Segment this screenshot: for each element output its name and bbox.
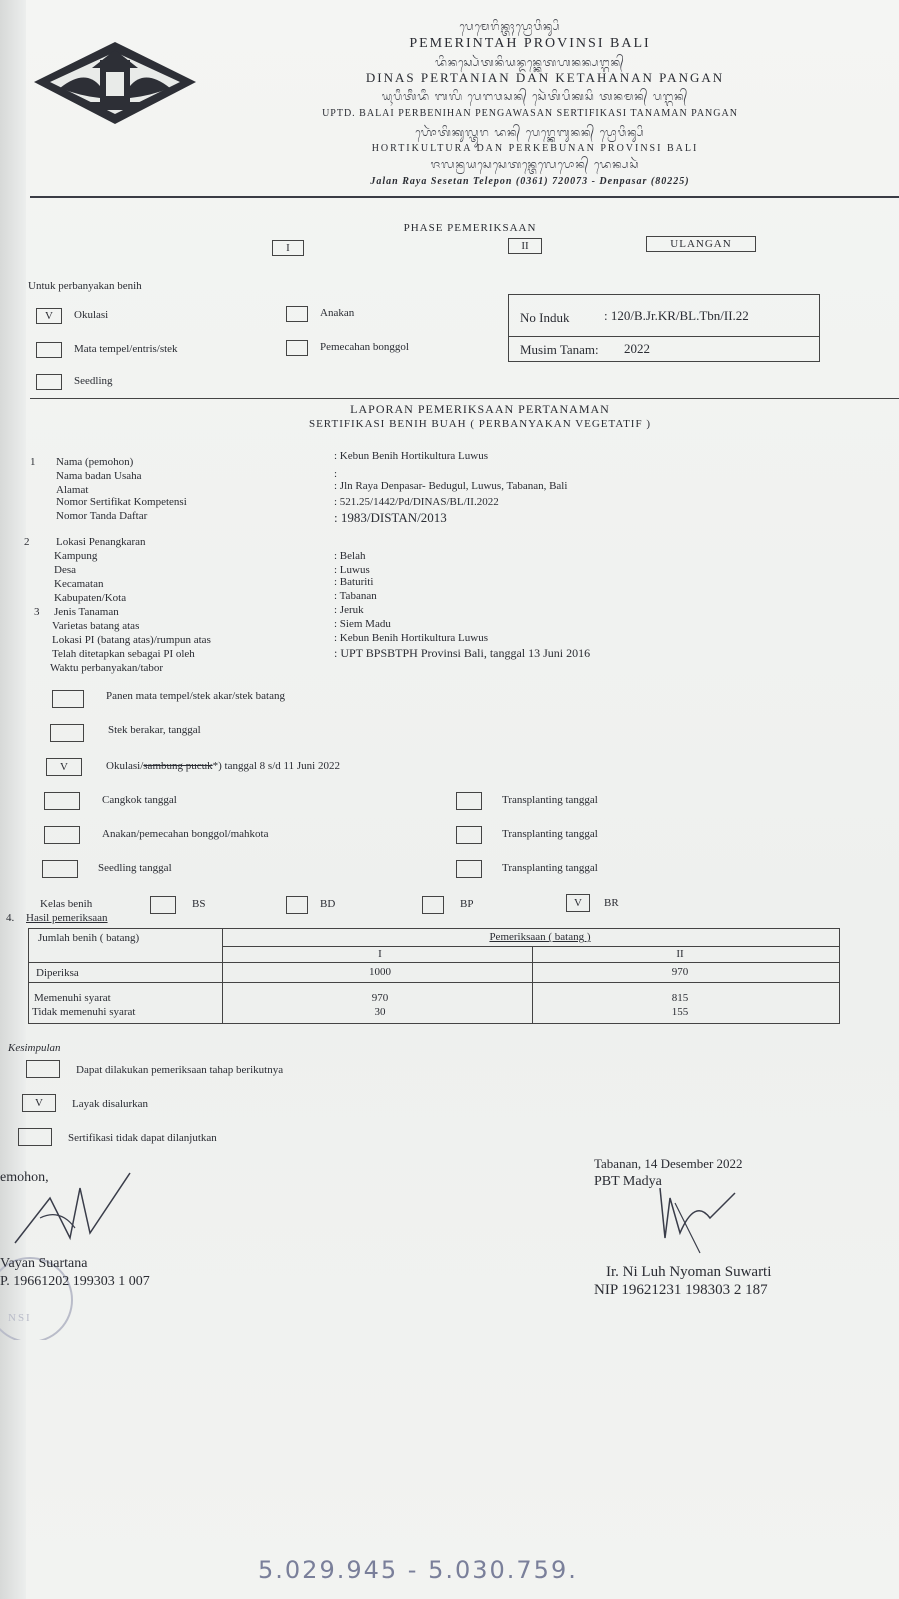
page-edge-shadow <box>0 0 26 1599</box>
kesimpulan-opt3-label: Sertifikasi tidak dapat dilanjutkan <box>68 1132 217 1144</box>
hasil-row-diperiksa-v2: 970 <box>671 966 689 978</box>
mata-tempel-label: Mata tempel/entris/stek <box>74 343 178 355</box>
hasil-row-memenuhi-label: Memenuhi syarat <box>34 992 111 1004</box>
kesimpulan-opt3-checkbox <box>18 1128 52 1146</box>
hasil-col-pemeriksaan: Pemeriksaan ( batang ) <box>489 931 591 943</box>
left-signer-role: emohon, <box>0 1170 49 1185</box>
anakan-date-checkbox <box>44 826 80 844</box>
hasil-table-subheader-rule <box>28 962 840 963</box>
header-balinese-line-1: ᬧᬾᬫᬾᬭᬶᬦ᭄ᬢᬄᬧ᭄ᬭᭀᬯᬶᬦ᭄ᬲᬶ <box>459 20 561 33</box>
okulasi-date-suffix: *) tanggal 8 s/d 11 Juni 2022 <box>212 760 340 772</box>
nama-badan-label: Nama badan Usaha <box>56 470 142 482</box>
kecamatan-value: : Baturiti <box>334 576 374 588</box>
stek-checkbox <box>50 724 84 742</box>
kesimpulan-opt1-checkbox <box>26 1060 60 1078</box>
transplanting-3-label: Transplanting tanggal <box>502 862 598 874</box>
desa-value: : Luwus <box>334 564 370 576</box>
left-signature <box>10 1168 150 1258</box>
kelas-bp-label: BP <box>460 898 474 910</box>
varietas-label: Varietas batang atas <box>52 620 140 632</box>
sertifikat-label: Nomor Sertifikat Kompetensi <box>56 496 187 508</box>
musim-tanam-value: 2022 <box>624 341 650 356</box>
header-address: Jalan Raya Sesetan Telepon (0361) 720073 - Denpasar (80225) <box>370 176 690 187</box>
stek-label: Stek berakar, tanggal <box>108 724 201 736</box>
transplanting-1-checkbox <box>456 792 482 810</box>
propagation-divider <box>30 398 899 399</box>
panen-label: Panen mata tempel/stek akar/stek batang <box>106 690 285 702</box>
kelas-bs-label: BS <box>192 898 206 910</box>
kampung-label: Kampung <box>54 550 98 562</box>
left-signer-nip: P. 19661202 199303 1 007 <box>0 1274 150 1289</box>
desa-label: Desa <box>54 564 76 576</box>
kabupaten-value: : Tabanan <box>334 590 377 602</box>
phase-option-ulangan: ULANGAN <box>646 236 756 252</box>
section-1-number: 1 <box>30 456 36 468</box>
propagation-label: Untuk perbanyakan benih <box>28 280 142 292</box>
okulasi-label: Okulasi <box>74 309 109 321</box>
tanda-daftar-value: : 1983/DISTAN/2013 <box>334 510 447 525</box>
phase-title: PHASE PEMERIKSAAN <box>403 222 537 234</box>
header-balinese-line-4: ᬳᭀᬃᬢᬶᬓᬸᬮ᭄ᬢᬸᬭ ᬤᬦ᭄ ᬧᬾᬭ᭄ᬓᬾᬩᬸᬦᬦ᭄ ᬧ᭄ᬭᭀᬯᬶᬦ᭄ᬲᬶ <box>415 126 645 139</box>
header-horticulture-title: HORTIKULTURA DAN PERKEBUNAN PROVINSI BALI <box>371 143 699 154</box>
right-signer-place-date: Tabanan, 14 Desember 2022 <box>594 1156 743 1171</box>
cangkok-checkbox <box>44 792 80 810</box>
alamat-value: : Jln Raya Denpasar- Bedugul, Luwus, Tabanan, Bali <box>334 480 568 492</box>
tanda-daftar-label: Nomor Tanda Daftar <box>56 510 148 522</box>
pemecahan-label: Pemecahan bonggol <box>320 341 409 353</box>
kabupaten-label: Kabupaten/Kota <box>54 592 127 604</box>
header-department-title: DINAS PERTANIAN DAN KETAHANAN PANGAN <box>365 70 725 85</box>
okulasi-date-label <box>106 760 340 772</box>
okulasi-date-checkbox: V <box>46 758 82 776</box>
anakan-checkbox <box>286 306 308 322</box>
hasil-title: Hasil pemeriksaan <box>26 912 108 924</box>
varietas-value: : Siem Madu <box>334 618 391 630</box>
right-signer-name: Ir. Ni Luh Nyoman Suwarti <box>606 1264 772 1280</box>
transplanting-3-checkbox <box>456 860 482 878</box>
seedling-label: Seedling <box>74 375 113 387</box>
hasil-table-row-rule <box>28 982 840 983</box>
bali-province-logo <box>30 38 200 128</box>
hasil-table-header-rule <box>222 946 840 947</box>
hasil-sub-I: I <box>378 948 382 960</box>
nama-pemohon-value: : Kebun Benih Hortikultura Luwus <box>334 450 488 462</box>
kelas-bd-checkbox <box>286 896 308 914</box>
okulasi-date-struck: sambung pucuk <box>143 760 213 772</box>
kesimpulan-opt2-label: Layak disalurkan <box>72 1098 149 1110</box>
kelas-bs-checkbox <box>150 896 176 914</box>
kecamatan-label: Kecamatan <box>54 578 104 590</box>
hasil-table-col-divider-1 <box>222 928 223 1024</box>
right-signer-role: PBT Madya <box>594 1174 662 1189</box>
hasil-row-tidak-label: Tidak memenuhi syarat <box>32 1006 136 1018</box>
no-induk-value: : 120/B.Jr.KR/BL.Tbn/II.22 <box>604 308 749 323</box>
kelas-bd-label: BD <box>320 898 336 910</box>
alamat-label: Alamat <box>56 484 89 496</box>
cangkok-label: Cangkok tanggal <box>102 794 177 806</box>
lokasi-title: Lokasi Penangkaran <box>56 536 146 548</box>
header-balinese-line-3: ᬬᬹᬧᬷᬢᬷᬤᬷ ᬩᬮᬶ ᬧᬾᬗᬯᬲᬦ᭄ ᬲᬾᬃᬢᬶᬧᬶᬓᬲᬶ ᬢᬦᬫᬦ᭄ ᬧᬗ᭄ᬕᬦ᭄ <box>381 90 689 103</box>
jenis-tanaman-value: : Jeruk <box>334 604 364 616</box>
hasil-row-memenuhi-v1: 970 <box>371 992 389 1004</box>
hasil-row-tidak-v1: 30 <box>374 1006 386 1018</box>
kampung-value: : Belah <box>334 550 366 562</box>
kesimpulan-opt2-checkbox: V <box>22 1094 56 1112</box>
hasil-row-diperiksa-label: Diperiksa <box>36 967 79 979</box>
header-divider <box>30 196 899 198</box>
mata-tempel-checkbox <box>36 342 62 358</box>
header-government-title: PEMERINTAH PROVINSI BALI <box>409 36 651 51</box>
right-signature <box>640 1178 750 1258</box>
header-upt-title: UPTD. BALAI PERBENIHAN PENGAWASAN SERTIFIKASI TANAMAN PANGAN <box>322 108 738 119</box>
seedling-date-checkbox <box>42 860 78 878</box>
hasil-col-jumlah: Jumlah benih ( batang) <box>38 932 140 944</box>
report-title-2: SERTIFIKASI BENIH BUAH ( PERBANYAKAN VEGETATIF ) <box>308 418 652 430</box>
sertifikat-value: : 521.25/1442/Pd/DINAS/BL/II.2022 <box>334 496 499 508</box>
phase-option-2: II <box>508 238 542 254</box>
transplanting-2-label: Transplanting tanggal <box>502 828 598 840</box>
kelas-label: Kelas benih <box>40 898 93 910</box>
kesimpulan-opt1-label: Dapat dilakukan pemeriksaan tahap berikutnya <box>76 1064 284 1076</box>
jenis-tanaman-label: Jenis Tanaman <box>54 606 119 618</box>
hasil-table-col-divider-2 <box>532 946 533 1024</box>
handwritten-serial-range: 5.029.945 - 5.030.759. <box>258 1556 578 1584</box>
left-stamp-text: NSI <box>8 1312 32 1324</box>
left-signer-name: Vayan Suartana <box>0 1256 88 1271</box>
okulasi-date-prefix: Okulasi/ <box>106 760 144 772</box>
ditetapkan-label: Telah ditetapkan sebagai PI oleh <box>52 648 195 660</box>
section-3-number: 3 <box>34 606 40 618</box>
anakan-label: Anakan <box>320 307 355 319</box>
lokasi-pi-label: Lokasi PI (batang atas)/rumpun atas <box>52 634 211 646</box>
musim-tanam-label: Musim Tanam: <box>520 342 599 357</box>
nama-badan-value: : <box>334 468 338 480</box>
section-2-number: 2 <box>24 536 30 548</box>
pemecahan-checkbox <box>286 340 308 356</box>
okulasi-checkbox: V <box>36 308 62 324</box>
no-induk-label: No Induk <box>520 310 570 325</box>
hasil-number: 4. <box>6 912 15 924</box>
hasil-row-tidak-v2: 155 <box>671 1006 689 1018</box>
transplanting-1-label: Transplanting tanggal <box>502 794 598 806</box>
anakan-date-label: Anakan/pemecahan bonggol/mahkota <box>102 828 269 840</box>
phase-option-1: I <box>272 240 304 256</box>
kesimpulan-title: Kesimpulan <box>8 1042 61 1054</box>
hasil-row-diperiksa-v1: 1000 <box>369 966 391 978</box>
waktu-label: Waktu perbanyakan/tabor <box>50 662 164 674</box>
info-box-divider <box>508 336 820 337</box>
nama-pemohon-label: Nama (pemohon) <box>56 456 134 468</box>
report-title-1: LAPORAN PEMERIKSAAN PERTANAMAN <box>350 402 610 416</box>
panen-checkbox <box>52 690 84 708</box>
right-signer-nip: NIP 19621231 198303 2 187 <box>594 1282 768 1298</box>
hasil-sub-II: II <box>676 948 684 960</box>
ditetapkan-value: : UPT BPSBTPH Provinsi Bali, tanggal 13 Juni 2016 <box>334 646 591 660</box>
hasil-row-memenuhi-v2: 815 <box>671 992 689 1004</box>
header-balinese-line-2: ᬤᬶᬦᬲ᭄ᬧᬾᬃᬢᬦᬶᬬᬦ᭄ᬤᬦ᭄ᬓᬾᬢᬳᬦᬦ᭄ᬧᬗ᭄ᬕᬦ᭄ <box>435 56 625 69</box>
kelas-br-checkbox: V <box>566 894 590 912</box>
transplanting-2-checkbox <box>456 826 482 844</box>
kelas-bp-checkbox <box>422 896 444 914</box>
header-balinese-line-5: ᬚᬮᬦ᭄ᬭᬬᬲᬾᬲᬾᬢᬦ᭄ᬢᬾᬮᬾᬧᭀᬦ᭄ ᬤᬾᬦ᭄ᬧᬲᬃ <box>430 158 640 171</box>
seedling-checkbox <box>36 374 62 390</box>
kelas-br-label: BR <box>604 897 619 909</box>
lokasi-pi-value: : Kebun Benih Hortikultura Luwus <box>334 632 488 644</box>
seedling-date-label: Seedling tanggal <box>98 862 172 874</box>
